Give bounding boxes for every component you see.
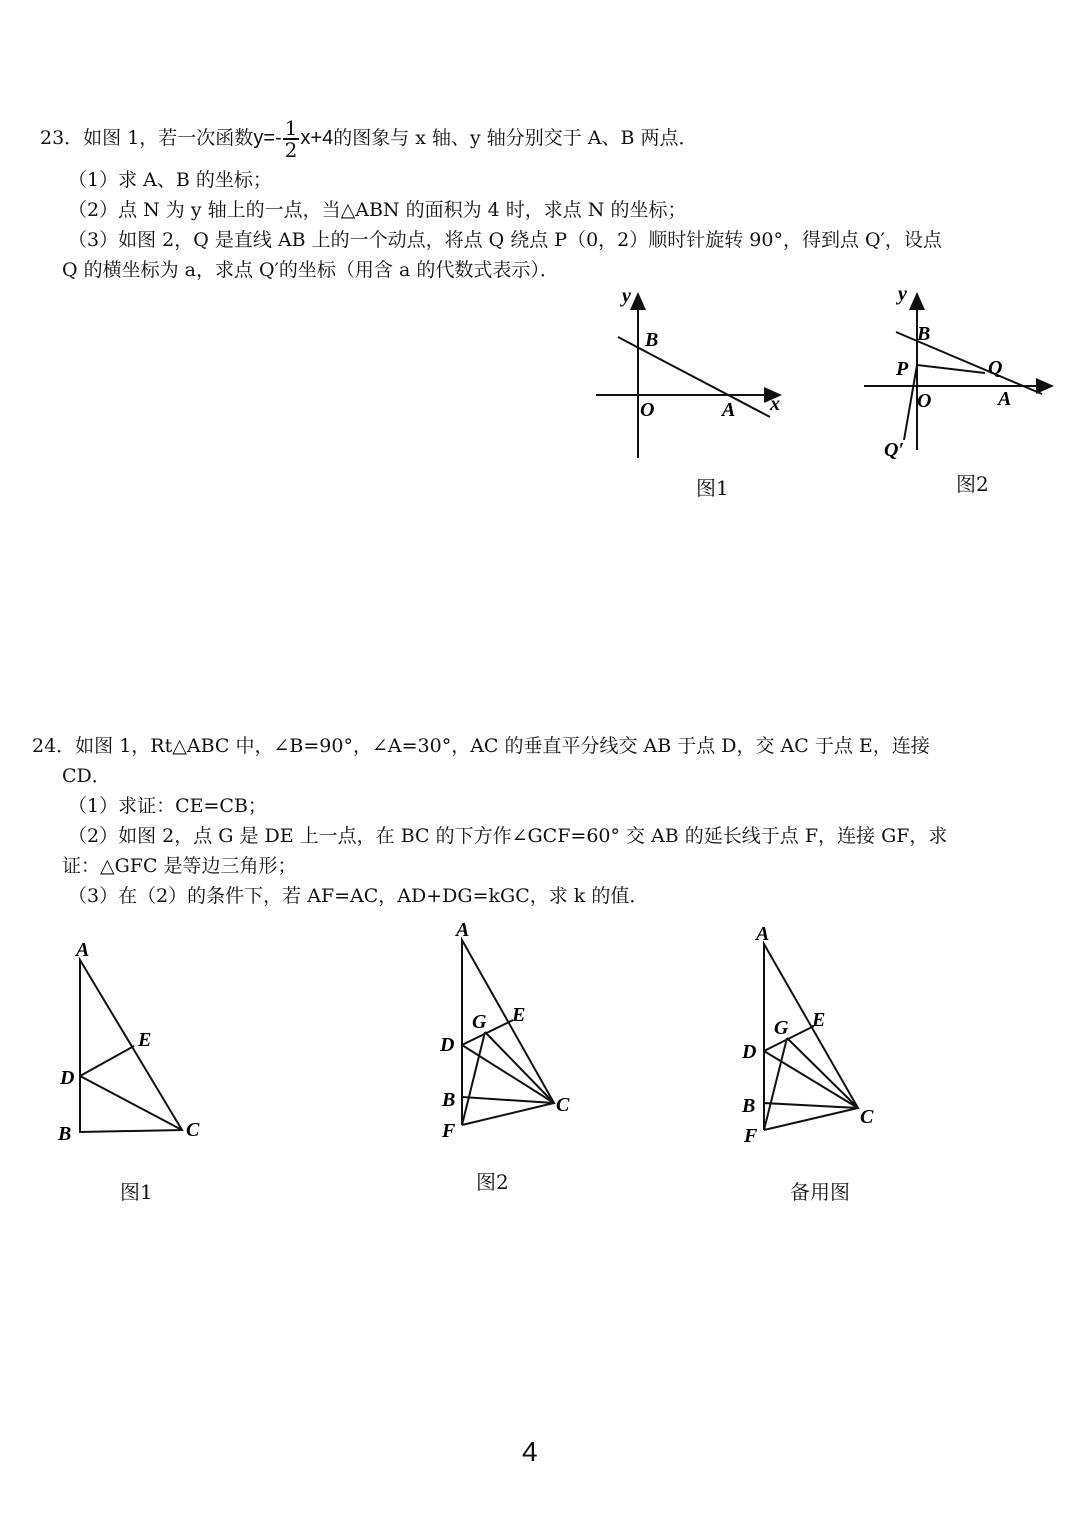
q24-part2-line2: 证：△GFC 是等边三角形； bbox=[62, 855, 297, 877]
label-D: D bbox=[742, 1041, 757, 1063]
label-C: C bbox=[556, 1094, 570, 1116]
label-A: A bbox=[998, 388, 1012, 410]
q23-figure1 bbox=[590, 280, 800, 470]
q24-stem-line2: CD． bbox=[62, 765, 111, 787]
q24-figure2 bbox=[430, 915, 590, 1145]
segment-DE bbox=[764, 1026, 814, 1051]
label-F: F bbox=[744, 1125, 758, 1147]
label-C: C bbox=[860, 1106, 874, 1128]
q24-part1: （1）求证：CE=CB； bbox=[68, 795, 267, 817]
triangle-ABC bbox=[80, 960, 182, 1132]
segment-GF bbox=[764, 1038, 787, 1130]
q24-stem-line1: 24．如图 1，Rt△ABC 中，∠B=90°，∠A=30°，AC 的垂直平分线交 AB 于点 D，交 AC 于点 E，连接 bbox=[32, 735, 930, 757]
segment-DC bbox=[462, 1045, 554, 1103]
label-B: B bbox=[917, 323, 931, 345]
q23-part1: （1）求 A、B 的坐标； bbox=[68, 169, 272, 191]
label-y: y bbox=[622, 285, 631, 307]
q24-figure3-caption: 备用图 bbox=[790, 1180, 850, 1204]
label-F: F bbox=[442, 1120, 456, 1142]
q23-figure2-caption: 图2 bbox=[956, 472, 989, 496]
segment-DE bbox=[462, 1020, 513, 1045]
label-G: G bbox=[774, 1017, 789, 1039]
label-C: C bbox=[186, 1119, 200, 1141]
q23-figure2 bbox=[860, 280, 1060, 470]
q23-part3-line2: Q 的横坐标为 a，求点 Q′的坐标（用含 a 的代数式表示）． bbox=[62, 259, 559, 281]
label-Qprime: Q′ bbox=[884, 439, 905, 461]
q23-stem: 23．如图 1，若一次函数y=- $\frac{1}{2}$ x+4的图象与 x 轴、y 轴分别交于 A、B 两点． bbox=[40, 116, 698, 162]
fraction-one-half: $\frac{1}{2}$ bbox=[284, 116, 298, 162]
page-number: 4 bbox=[522, 1436, 538, 1467]
label-A: A bbox=[722, 399, 736, 421]
q23-part3-line1: （3）如图 2，Q 是直线 AB 上的一个动点，将点 Q 绕点 P（0，2）顺时针旋转 90°，得到点 Q′，设点 bbox=[68, 229, 942, 251]
segment-FC bbox=[764, 1108, 858, 1130]
label-A: A bbox=[756, 923, 770, 945]
label-D: D bbox=[440, 1034, 455, 1056]
segment-GF bbox=[462, 1032, 485, 1125]
label-x: x bbox=[770, 393, 780, 415]
segment-DC bbox=[764, 1051, 858, 1108]
q24-figure3 bbox=[730, 918, 890, 1148]
label-E: E bbox=[512, 1004, 526, 1026]
label-D: D bbox=[60, 1067, 75, 1089]
q23-part2: （2）点 N 为 y 轴上的一点，当△ABN 的面积为 4 时，求点 N 的坐标； bbox=[68, 199, 687, 221]
label-G: G bbox=[472, 1011, 487, 1033]
label-A: A bbox=[76, 939, 90, 961]
q23-figure1-caption: 图1 bbox=[696, 476, 729, 500]
label-E: E bbox=[812, 1009, 826, 1031]
label-E: E bbox=[138, 1029, 152, 1051]
q24-part2-line1: （2）如图 2，点 G 是 DE 上一点，在 BC 的下方作∠GCF=60° 交 AB 的延长线于点 F，连接 GF，求 bbox=[68, 825, 948, 847]
label-P: P bbox=[896, 358, 909, 380]
label-B: B bbox=[58, 1123, 72, 1145]
label-A: A bbox=[456, 919, 470, 941]
q24-figure1-caption: 图1 bbox=[120, 1180, 153, 1204]
label-O: O bbox=[640, 399, 655, 421]
label-y: y bbox=[898, 283, 907, 305]
segment-DE bbox=[80, 1046, 134, 1076]
q24-figure1 bbox=[50, 930, 220, 1150]
label-Q: Q bbox=[988, 357, 1003, 379]
label-B: B bbox=[742, 1095, 756, 1117]
q24-part3: （3）在（2）的条件下，若 AF=AC，AD+DG=kGC，求 k 的值． bbox=[68, 885, 649, 907]
label-O: O bbox=[917, 390, 932, 412]
label-B: B bbox=[442, 1089, 456, 1111]
segment-FC bbox=[462, 1103, 554, 1125]
segment-GC bbox=[787, 1038, 858, 1108]
formula-y: y=- bbox=[253, 127, 282, 149]
q24-figure2-caption: 图2 bbox=[476, 1170, 509, 1194]
label-B: B bbox=[645, 329, 659, 351]
